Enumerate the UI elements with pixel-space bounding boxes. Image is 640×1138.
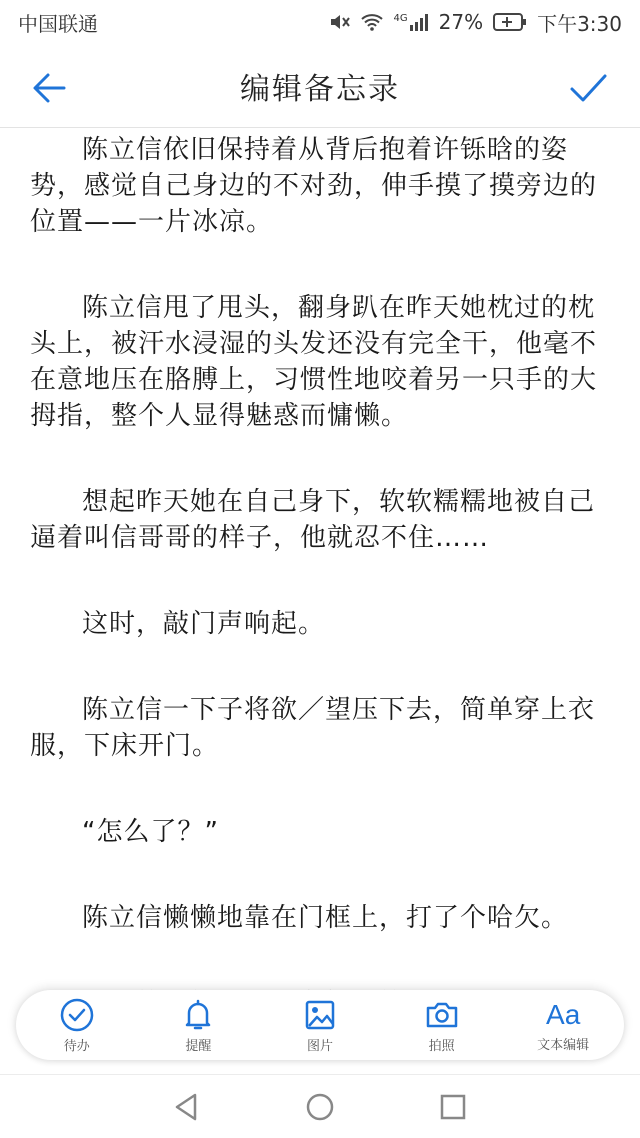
back-arrow-icon: [28, 66, 72, 110]
image-icon: [302, 997, 338, 1033]
note-paragraph: “怎么了？”: [82, 817, 219, 847]
battery-percentage: 27%: [438, 10, 484, 34]
nav-back-icon[interactable]: [171, 1091, 203, 1123]
save-button[interactable]: [566, 66, 610, 110]
app-bar: [0, 44, 640, 128]
note-paragraph: 陈立信懒懒地靠在门框上，打了个哈欠。: [82, 903, 569, 933]
note-paragraph: 陈立信依旧保持着从背后抱着许铄晗的姿势，感觉自己身边的不对劲，伸手摸了摸旁边的位置——一片冰凉。: [30, 135, 598, 237]
bell-icon: [180, 997, 216, 1033]
battery-charging-icon: [493, 13, 527, 31]
page-title: 编辑备忘录: [240, 71, 400, 107]
signal-icon: [394, 13, 429, 31]
note-paragraph: 想起昨天她在自己身下，软软糯糯地被自己逼着叫信哥哥的样子，他就忍不住……: [30, 487, 596, 553]
text-format-label: 文本编辑: [537, 1037, 590, 1053]
reminder-button[interactable]: [143, 990, 253, 1060]
checkmark-circle-icon: [59, 997, 95, 1033]
note-editor[interactable]: [0, 128, 640, 990]
clock-label: 下午3:30: [537, 11, 622, 36]
camera-icon: [424, 997, 460, 1033]
todo-button[interactable]: [22, 990, 132, 1060]
network-type-label: 4G: [393, 13, 408, 24]
nav-recents-icon[interactable]: [437, 1091, 469, 1123]
text-format-icon: Aa: [546, 998, 581, 1030]
status-indicators: [328, 8, 623, 37]
system-nav-bar: [0, 1074, 640, 1138]
checkmark-icon: [566, 66, 610, 110]
editor-toolbar: [16, 990, 624, 1060]
reminder-label: 提醒: [185, 1038, 212, 1054]
status-bar: [0, 0, 640, 44]
back-button[interactable]: [28, 66, 72, 110]
nav-home-icon[interactable]: [304, 1091, 336, 1123]
text-format-button[interactable]: [508, 990, 618, 1060]
note-paragraph: 陈立信甩了甩头，翻身趴在昨天她枕过的枕头上，被汗水浸湿的头发还没有完全干，他毫不在意地压在胳膊上，习惯性地咬着另一只手的大拇指，整个人显得魅惑而慵懒。: [30, 293, 598, 431]
todo-label: 待办: [63, 1038, 90, 1054]
camera-button[interactable]: [387, 990, 497, 1060]
note-paragraph: 陈立信一下子将欲／望压下去，简单穿上衣服，下床开门。: [30, 695, 596, 761]
image-label: 图片: [306, 1038, 333, 1054]
camera-label: 拍照: [428, 1038, 455, 1054]
mute-icon: [328, 11, 350, 33]
note-paragraph: 这时，敲门声响起。: [82, 609, 326, 639]
carrier-label: 中国联通: [18, 11, 98, 36]
wifi-icon: [360, 12, 384, 32]
image-button[interactable]: [265, 990, 375, 1060]
